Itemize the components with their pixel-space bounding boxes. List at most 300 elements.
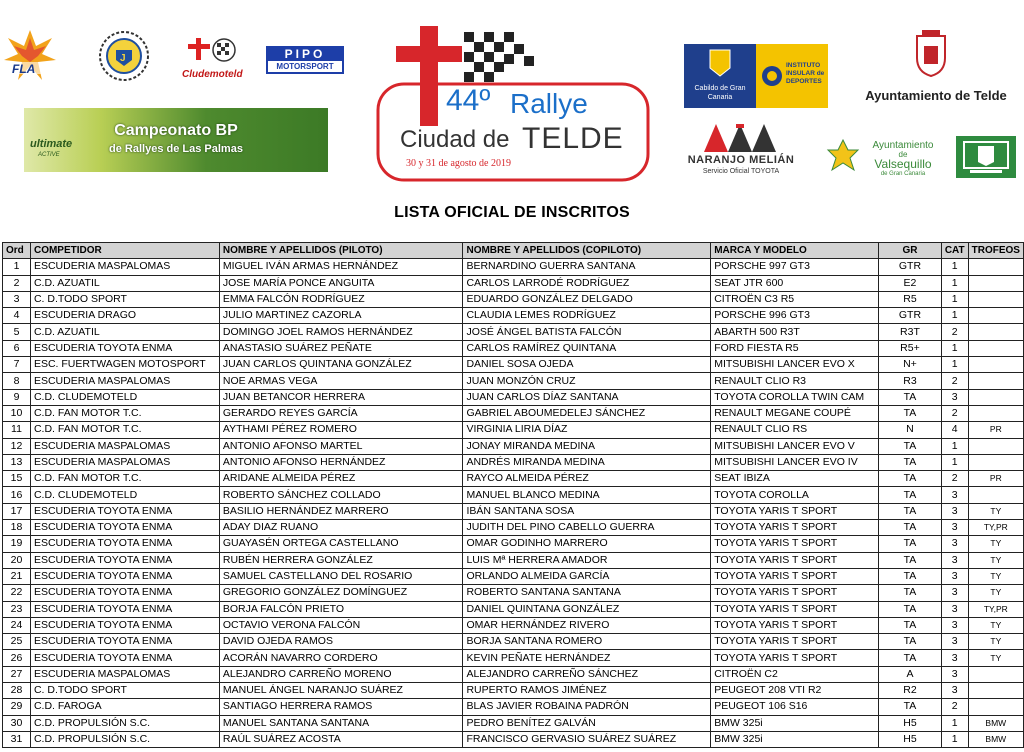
cell-gr: E2	[879, 275, 942, 291]
document-title: LISTA OFICIAL DE INSCRITOS	[394, 204, 630, 221]
cell-marca-modelo: TOYOTA YARIS T SPORT	[711, 520, 879, 536]
naranjo-melian-emblem-icon	[700, 122, 784, 154]
cell-ord: 22	[3, 585, 31, 601]
table-row	[3, 568, 1024, 584]
cell-gr: H5	[879, 731, 942, 747]
cell-trofeos: TY,PR	[968, 601, 1023, 617]
svg-text:FLA: FLA	[12, 62, 36, 76]
cell-ord: 3	[3, 291, 31, 307]
cell-copiloto: ANDRÉS MIRANDA MEDINA	[463, 454, 711, 470]
cell-gr: TA	[879, 503, 942, 519]
cell-piloto: JUAN CARLOS QUINTANA GONZÁLEZ	[219, 357, 463, 373]
cell-piloto: JUAN BETANCOR HERRERA	[219, 389, 463, 405]
cell-ord: 31	[3, 731, 31, 747]
table-row	[3, 259, 1024, 275]
cell-competidor: ESCUDERIA TOYOTA ENMA	[30, 536, 219, 552]
cell-piloto: ADAY DIAZ RUANO	[219, 520, 463, 536]
cell-gr: TA	[879, 389, 942, 405]
campeonato-brand-active: ACTIVE	[38, 152, 60, 158]
cell-competidor: C.D. CLUDEMOTELD	[30, 389, 219, 405]
cell-trofeos: TY	[968, 536, 1023, 552]
header-marca-modelo: MARCA Y MODELO	[711, 243, 879, 259]
cell-cat: 3	[941, 666, 968, 682]
cell-copiloto: RAYCO ALMEIDA PÉREZ	[463, 471, 711, 487]
cell-piloto: ARIDANE ALMEIDA PÉREZ	[219, 471, 463, 487]
cell-gr: N+	[879, 357, 942, 373]
campeonato-title: Campeonato BP	[114, 122, 238, 139]
table-header-row	[3, 243, 1024, 259]
cell-cat: 1	[941, 454, 968, 470]
cell-trofeos: TY	[968, 650, 1023, 666]
cell-copiloto: KEVIN PEÑATE HERNÁNDEZ	[463, 650, 711, 666]
cell-competidor: ESCUDERIA MASPALOMAS	[30, 666, 219, 682]
cell-marca-modelo: PEUGEOT 208 VTI R2	[711, 683, 879, 699]
cell-cat: 3	[941, 650, 968, 666]
cell-ord: 8	[3, 373, 31, 389]
cell-copiloto: DANIEL QUINTANA GONZÁLEZ	[463, 601, 711, 617]
cell-piloto: GUAYASÉN ORTEGA CASTELLANO	[219, 536, 463, 552]
cell-piloto: ALEJANDRO CARREÑO MORENO	[219, 666, 463, 682]
table-row	[3, 552, 1024, 568]
cell-ord: 15	[3, 471, 31, 487]
table-row	[3, 617, 1024, 633]
cell-trofeos: TY,PR	[968, 520, 1023, 536]
cell-cat: 3	[941, 683, 968, 699]
cell-competidor: C.D. FAN MOTOR T.C.	[30, 405, 219, 421]
cell-ord: 7	[3, 357, 31, 373]
cell-trofeos	[968, 308, 1023, 324]
cell-trofeos	[968, 699, 1023, 715]
table-row	[3, 503, 1024, 519]
cell-copiloto: JUDITH DEL PINO CABELLO GUERRA	[463, 520, 711, 536]
cell-piloto: JOSE MARÍA PONCE ANGUITA	[219, 275, 463, 291]
cabildo-label: Cabildo de Gran Canaria	[694, 85, 746, 101]
cell-trofeos: TY	[968, 585, 1023, 601]
cell-marca-modelo: TOYOTA COROLLA TWIN CAM	[711, 389, 879, 405]
naranjo-melian-label: NARANJO MELIÁN	[687, 154, 795, 166]
cell-cat: 1	[941, 259, 968, 275]
header-copiloto: NOMBRE Y APELLIDOS (COPILOTO)	[463, 243, 711, 259]
campeonato-subtitle: de Rallyes de Las Palmas	[109, 143, 243, 155]
green-crest-icon	[956, 136, 1016, 178]
cell-trofeos: TY	[968, 503, 1023, 519]
table-row	[3, 373, 1024, 389]
cell-copiloto: BLAS JAVIER ROBAINA PADRÓN	[463, 699, 711, 715]
table-row	[3, 438, 1024, 454]
cell-ord: 29	[3, 699, 31, 715]
cell-piloto: RUBÉN HERRERA GONZÁLEZ	[219, 552, 463, 568]
cell-ord: 16	[3, 487, 31, 503]
cell-piloto: MANUEL SANTANA SANTANA	[219, 715, 463, 731]
valsequillo-line1: Ayuntamiento	[872, 140, 934, 151]
cell-copiloto: EDUARDO GONZÁLEZ DELGADO	[463, 291, 711, 307]
valsequillo-emblem-icon	[826, 138, 860, 174]
cell-gr: TA	[879, 487, 942, 503]
cell-marca-modelo: TOYOTA YARIS T SPORT	[711, 650, 879, 666]
cell-competidor: C. D.TODO SPORT	[30, 683, 219, 699]
cell-gr: GTR	[879, 259, 942, 275]
cell-gr: TA	[879, 471, 942, 487]
ayuntamiento-telde-label: Ayuntamiento de Telde	[865, 88, 1007, 103]
cell-marca-modelo: CITROËN C3 R5	[711, 291, 879, 307]
cell-copiloto: ALEJANDRO CARREÑO SÁNCHEZ	[463, 666, 711, 682]
table-row	[3, 454, 1024, 470]
cell-piloto: ROBERTO SÁNCHEZ COLLADO	[219, 487, 463, 503]
cell-trofeos	[968, 259, 1023, 275]
cell-marca-modelo: TOYOTA YARIS T SPORT	[711, 568, 879, 584]
cell-marca-modelo: MITSUBISHI LANCER EVO X	[711, 357, 879, 373]
cell-cat: 1	[941, 291, 968, 307]
cell-competidor: C.D. FAROGA	[30, 699, 219, 715]
svg-text:J: J	[120, 53, 126, 64]
cell-marca-modelo: RENAULT MEGANE COUPÉ	[711, 405, 879, 421]
cell-copiloto: DANIEL SOSA OJEDA	[463, 357, 711, 373]
cell-marca-modelo: RENAULT CLIO RS	[711, 422, 879, 438]
cludemoteld-emblem-icon	[182, 36, 242, 66]
cell-marca-modelo: TOYOTA YARIS T SPORT	[711, 601, 879, 617]
table-row	[3, 683, 1024, 699]
cell-cat: 3	[941, 520, 968, 536]
cell-ord: 26	[3, 650, 31, 666]
cabildo-shield-icon	[684, 44, 756, 84]
table-row	[3, 699, 1024, 715]
cell-marca-modelo: SEAT IBIZA	[711, 471, 879, 487]
cell-gr: TA	[879, 617, 942, 633]
cell-copiloto: VIRGINIA LIRIA DÍAZ	[463, 422, 711, 438]
cell-competidor: ESCUDERIA TOYOTA ENMA	[30, 585, 219, 601]
rallye-number: 44º	[446, 84, 491, 117]
rallye-telde: TELDE	[522, 122, 624, 155]
table-row	[3, 275, 1024, 291]
cell-competidor: ESCUDERIA TOYOTA ENMA	[30, 520, 219, 536]
cell-trofeos: TY	[968, 568, 1023, 584]
cell-copiloto: CARLOS RAMÍREZ QUINTANA	[463, 340, 711, 356]
cell-piloto: MANUEL ÁNGEL NARANJO SUÁREZ	[219, 683, 463, 699]
cell-gr: TA	[879, 568, 942, 584]
table-row	[3, 520, 1024, 536]
cell-cat: 2	[941, 324, 968, 340]
cell-copiloto: BERNARDINO GUERRA SANTANA	[463, 259, 711, 275]
cell-piloto: ANASTASIO SUÁREZ PEÑATE	[219, 340, 463, 356]
cell-cat: 1	[941, 715, 968, 731]
cell-competidor: ESCUDERIA TOYOTA ENMA	[30, 650, 219, 666]
cell-cat: 1	[941, 275, 968, 291]
table-row	[3, 634, 1024, 650]
cell-copiloto: PEDRO BENÍTEZ GALVÁN	[463, 715, 711, 731]
table-row	[3, 585, 1024, 601]
green-municipal-logo	[956, 136, 1016, 178]
cell-gr: R2	[879, 683, 942, 699]
cell-copiloto: CARLOS LARRODÉ RODRÍGUEZ	[463, 275, 711, 291]
pipo-sub-label: MOTORSPORT	[276, 62, 334, 71]
cell-gr: TA	[879, 601, 942, 617]
cell-competidor: ESCUDERIA TOYOTA ENMA	[30, 617, 219, 633]
header-ord: Ord	[3, 243, 31, 259]
table-row	[3, 340, 1024, 356]
cell-marca-modelo: CITROËN C2	[711, 666, 879, 682]
cell-competidor: C.D. FAN MOTOR T.C.	[30, 471, 219, 487]
table-row	[3, 324, 1024, 340]
cell-marca-modelo: TOYOTA YARIS T SPORT	[711, 634, 879, 650]
cell-marca-modelo: MITSUBISHI LANCER EVO V	[711, 438, 879, 454]
cell-copiloto: IBÁN SANTANA SOSA	[463, 503, 711, 519]
header-cat: CAT	[941, 243, 968, 259]
cell-copiloto: RUPERTO RAMOS JIMÉNEZ	[463, 683, 711, 699]
cell-gr: GTR	[879, 308, 942, 324]
table-body	[3, 259, 1024, 748]
table-row	[3, 731, 1024, 747]
cell-trofeos	[968, 324, 1023, 340]
cell-gr: TA	[879, 699, 942, 715]
valsequillo-line2: de	[898, 150, 908, 159]
cell-gr: R5	[879, 291, 942, 307]
cell-competidor: ESCUDERIA MASPALOMAS	[30, 259, 219, 275]
cell-piloto: SAMUEL CASTELLANO DEL ROSARIO	[219, 568, 463, 584]
pipo-label: PIPO	[268, 48, 342, 61]
cell-cat: 3	[941, 536, 968, 552]
cell-marca-modelo: RENAULT CLIO R3	[711, 373, 879, 389]
table-row	[3, 666, 1024, 682]
cell-cat: 1	[941, 308, 968, 324]
cell-copiloto: GABRIEL ABOUMEDELEJ SÁNCHEZ	[463, 405, 711, 421]
table-row	[3, 715, 1024, 731]
cell-competidor: ESCUDERIA DRAGO	[30, 308, 219, 324]
cell-gr: TA	[879, 634, 942, 650]
cell-competidor: ESCUDERIA MASPALOMAS	[30, 438, 219, 454]
cell-trofeos	[968, 487, 1023, 503]
cell-ord: 30	[3, 715, 31, 731]
cell-piloto: GERARDO REYES GARCÍA	[219, 405, 463, 421]
cell-copiloto: ORLANDO ALMEIDA GARCÍA	[463, 568, 711, 584]
header-competidor: COMPETIDOR	[30, 243, 219, 259]
cabildo-gran-canaria-logo	[684, 44, 756, 108]
telde-coat-of-arms-icon	[914, 28, 948, 78]
cell-ord: 28	[3, 683, 31, 699]
cell-ord: 9	[3, 389, 31, 405]
cludemoteld-label: Cludemoteld	[182, 69, 243, 80]
cell-ord: 25	[3, 634, 31, 650]
table-row	[3, 357, 1024, 373]
header-logos	[0, 0, 1024, 200]
cell-competidor: ESCUDERIA MASPALOMAS	[30, 454, 219, 470]
cell-copiloto: CLAUDIA LEMES RODRÍGUEZ	[463, 308, 711, 324]
cell-competidor: C.D. FAN MOTOR T.C.	[30, 422, 219, 438]
campeonato-brand-ultimate: ultimate	[30, 138, 73, 150]
cell-competidor: ESCUDERIA TOYOTA ENMA	[30, 568, 219, 584]
cell-marca-modelo: BMW 325i	[711, 715, 879, 731]
cell-marca-modelo: PORSCHE 997 GT3	[711, 259, 879, 275]
cell-gr: A	[879, 666, 942, 682]
cell-gr: N	[879, 422, 942, 438]
cell-cat: 3	[941, 585, 968, 601]
cell-trofeos	[968, 438, 1023, 454]
table-row	[3, 308, 1024, 324]
cell-gr: TA	[879, 454, 942, 470]
cell-competidor: ESCUDERIA TOYOTA ENMA	[30, 503, 219, 519]
cell-cat: 2	[941, 699, 968, 715]
cell-competidor: ESCUDERIA TOYOTA ENMA	[30, 634, 219, 650]
cell-competidor: ESCUDERIA MASPALOMAS	[30, 373, 219, 389]
cell-piloto: JULIO MARTINEZ CAZORLA	[219, 308, 463, 324]
table-row	[3, 389, 1024, 405]
cell-gr: TA	[879, 536, 942, 552]
cell-competidor: ESCUDERIA TOYOTA ENMA	[30, 340, 219, 356]
cell-gr: TA	[879, 552, 942, 568]
cell-ord: 19	[3, 536, 31, 552]
cell-competidor: C.D. AZUATIL	[30, 275, 219, 291]
cell-competidor: C. D.TODO SPORT	[30, 291, 219, 307]
cell-copiloto: JUAN CARLOS DÍAZ SANTANA	[463, 389, 711, 405]
cell-piloto: BASILIO HERNÁNDEZ MARRERO	[219, 503, 463, 519]
cell-gr: TA	[879, 405, 942, 421]
cell-ord: 10	[3, 405, 31, 421]
cell-gr: R5+	[879, 340, 942, 356]
cell-copiloto: BORJA SANTANA ROMERO	[463, 634, 711, 650]
table-row	[3, 291, 1024, 307]
cell-copiloto: ROBERTO SANTANA SANTANA	[463, 585, 711, 601]
cell-ord: 1	[3, 259, 31, 275]
cell-trofeos	[968, 291, 1023, 307]
cell-trofeos: TY	[968, 552, 1023, 568]
cell-copiloto: OMAR GODINHO MARRERO	[463, 536, 711, 552]
cell-ord: 21	[3, 568, 31, 584]
cell-piloto: RAÚL SUÁREZ ACOSTA	[219, 731, 463, 747]
cell-marca-modelo: TOYOTA YARIS T SPORT	[711, 503, 879, 519]
valsequillo-line3: Valsequillo	[874, 157, 932, 171]
naranjo-melian-sub-label: Servicio Oficial TOYOTA	[702, 168, 780, 175]
rallye-dates: 30 y 31 de agosto de 2019	[406, 158, 511, 169]
cell-competidor: ESCUDERIA TOYOTA ENMA	[30, 552, 219, 568]
cell-gr: TA	[879, 585, 942, 601]
cell-trofeos	[968, 666, 1023, 682]
cell-cat: 3	[941, 601, 968, 617]
cell-competidor: ESC. FUERTWAGEN MOTOSPORT	[30, 357, 219, 373]
campeonato-bp-banner	[24, 108, 328, 172]
cell-marca-modelo: FORD FIESTA R5	[711, 340, 879, 356]
cell-trofeos	[968, 357, 1023, 373]
cell-competidor: C.D. PROPULSIÓN S.C.	[30, 715, 219, 731]
cell-marca-modelo: MITSUBISHI LANCER EVO IV	[711, 454, 879, 470]
cell-piloto: EMMA FALCÓN RODRÍGUEZ	[219, 291, 463, 307]
cludemoteld-logo	[182, 36, 242, 80]
cell-trofeos	[968, 340, 1023, 356]
cell-ord: 2	[3, 275, 31, 291]
cell-piloto: MIGUEL IVÁN ARMAS HERNÁNDEZ	[219, 259, 463, 275]
cell-cat: 3	[941, 389, 968, 405]
valsequillo-line4: de Gran Canaria	[880, 171, 926, 177]
cell-trofeos: TY	[968, 634, 1023, 650]
cell-copiloto: LUIS Mª HERRERA AMADOR	[463, 552, 711, 568]
cell-copiloto: FRANCISCO GERVASIO SUÁREZ SUÁREZ	[463, 731, 711, 747]
table-row	[3, 487, 1024, 503]
cell-marca-modelo: TOYOTA YARIS T SPORT	[711, 552, 879, 568]
cell-marca-modelo: TOYOTA YARIS T SPORT	[711, 536, 879, 552]
cell-cat: 1	[941, 438, 968, 454]
cell-trofeos: PR	[968, 471, 1023, 487]
cell-gr: H5	[879, 715, 942, 731]
cell-marca-modelo: PORSCHE 996 GT3	[711, 308, 879, 324]
cell-cat: 4	[941, 422, 968, 438]
fla-logo	[2, 28, 58, 82]
cell-trofeos	[968, 275, 1023, 291]
club-seal-logo	[98, 30, 150, 82]
cell-marca-modelo: ABARTH 500 R3T	[711, 324, 879, 340]
cell-ord: 24	[3, 617, 31, 633]
cell-cat: 3	[941, 503, 968, 519]
table-row	[3, 422, 1024, 438]
cell-trofeos: TY	[968, 617, 1023, 633]
cell-trofeos	[968, 683, 1023, 699]
cell-piloto: AYTHAMI PÉREZ ROMERO	[219, 422, 463, 438]
instituto-label: INSTITUTO INSULAR de DEPORTES	[786, 62, 825, 85]
cell-ord: 23	[3, 601, 31, 617]
cell-piloto: GREGORIO GONZÁLEZ DOMÍNGUEZ	[219, 585, 463, 601]
cell-cat: 3	[941, 634, 968, 650]
cell-trofeos	[968, 373, 1023, 389]
cell-ord: 17	[3, 503, 31, 519]
cell-cat: 3	[941, 568, 968, 584]
rallye-ciudad-de: Ciudad de	[400, 126, 510, 153]
cell-piloto: DOMINGO JOEL RAMOS HERNÁNDEZ	[219, 324, 463, 340]
header-trofeos: TROFEOS	[968, 243, 1023, 259]
cell-marca-modelo: TOYOTA COROLLA	[711, 487, 879, 503]
cell-gr: TA	[879, 650, 942, 666]
cell-ord: 5	[3, 324, 31, 340]
cell-piloto: ANTONIO AFONSO HERNÁNDEZ	[219, 454, 463, 470]
cell-ord: 27	[3, 666, 31, 682]
cell-cat: 1	[941, 357, 968, 373]
cell-gr: TA	[879, 438, 942, 454]
cell-cat: 3	[941, 487, 968, 503]
cell-ord: 11	[3, 422, 31, 438]
cell-ord: 20	[3, 552, 31, 568]
cell-piloto: ACORÁN NAVARRO CORDERO	[219, 650, 463, 666]
cell-trofeos	[968, 405, 1023, 421]
cell-ord: 12	[3, 438, 31, 454]
cell-marca-modelo: TOYOTA YARIS T SPORT	[711, 585, 879, 601]
cell-piloto: SANTIAGO HERRERA RAMOS	[219, 699, 463, 715]
cell-trofeos	[968, 454, 1023, 470]
table-row	[3, 471, 1024, 487]
cell-competidor: C.D. CLUDEMOTELD	[30, 487, 219, 503]
cell-piloto: ANTONIO AFONSO MARTEL	[219, 438, 463, 454]
cell-copiloto: JOSÉ ÁNGEL BATISTA FALCÓN	[463, 324, 711, 340]
cell-ord: 6	[3, 340, 31, 356]
cell-marca-modelo: SEAT JTR 600	[711, 275, 879, 291]
cell-ord: 18	[3, 520, 31, 536]
cell-trofeos	[968, 389, 1023, 405]
cell-trofeos: PR	[968, 422, 1023, 438]
header-gr: GR	[879, 243, 942, 259]
cell-cat: 3	[941, 617, 968, 633]
cell-trofeos: BMW	[968, 731, 1023, 747]
cell-ord: 4	[3, 308, 31, 324]
table-row	[3, 536, 1024, 552]
table-row	[3, 405, 1024, 421]
pipo-motorsport-logo	[266, 46, 344, 74]
table-row	[3, 601, 1024, 617]
cell-cat: 2	[941, 373, 968, 389]
cell-marca-modelo: PEUGEOT 106 S16	[711, 699, 879, 715]
entries-table	[2, 242, 1024, 748]
table-row	[3, 650, 1024, 666]
cell-gr: TA	[879, 520, 942, 536]
cell-ord: 13	[3, 454, 31, 470]
cell-marca-modelo: BMW 325i	[711, 731, 879, 747]
cell-piloto: OCTAVIO VERONA FALCÓN	[219, 617, 463, 633]
cell-copiloto: MANUEL BLANCO MEDINA	[463, 487, 711, 503]
header-piloto: NOMBRE Y APELLIDOS (PILOTO)	[219, 243, 463, 259]
